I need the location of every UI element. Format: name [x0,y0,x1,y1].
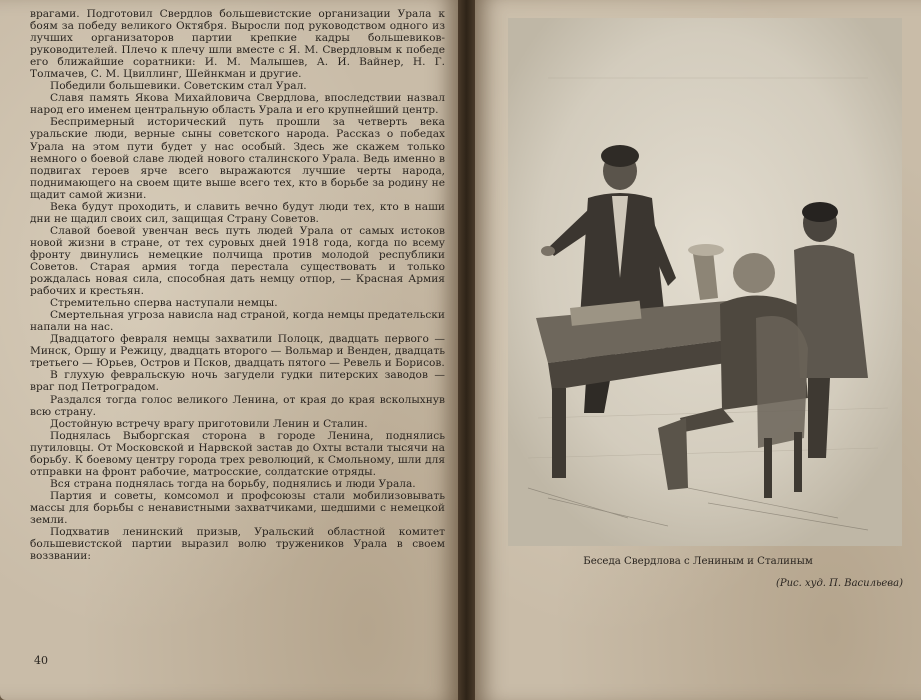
right-page [475,0,921,700]
paragraph: Поднялась Выборгская сторона в городе Ленина, поднялись путиловцы. От Московской и Нарвской застав до Охты встали тысячи на борьбу. К боевому центру города трех революций, к Смольному, шли для отправки на фронт рабочие, матросские, солдатские отряды. [30,429,445,478]
paragraph: Века будут проходить, и славить вечно будут люди тех, кто в наши дни не щадил своих сил, защищая Страну Советов. [30,200,445,225]
paragraph: Победили большевики. Советским стал Урал. [50,80,307,93]
paragraph: Смертельная угроза нависла над страной, когда немцы предательски напали на нас. [30,309,445,334]
paragraph: Славой боевой увенчан весь путь людей Урала от самых истоков новой жизни в стране, от тех суровых дней 1918 года, когда по всему фронту двинулись немецкие полчища против молодой республики Советов. Старая армия тогда перестала существовать и только рождалась новая сила, способная дать немцу отпор, — Красная Армия рабочих и крестьян. [30,224,445,298]
pencil-drawing [508,18,902,546]
paragraph: Стремительно сперва наступали немцы. [50,297,278,310]
paragraph: Достойную встречу врагу приготовили Ленин и Сталин. [50,417,368,430]
paragraph: В глухую февральскую ночь загудели гудки питерских заводов — враг под Петроградом. [30,369,445,394]
paragraph: Вся страна поднялась тогда на борьбу, поднялись и люди Урала. [50,477,416,490]
paragraph: врагами. Подготовил Свердлов большевистские организации Урала к боям за победу великого Октября. Выросли под руководством одного из лучших организаторов партии крепкие кадры большевиков-руководителей. Плечо к плечу шли вместе с Я. М. Свердловым к победе его ближайшие соратники: И. М. Малышев, А. И. Вайнер, Н. Г. Толмачев, С. М. Цвиллинг, Шейнкман и другие. [30,8,445,81]
paragraph: Партия и советы, комсомол и профсоюзы стали мобилизовывать массы для борьбы с ненавистными захватчиками, шедшими с немецкой земли. [30,489,445,526]
left-page [0,0,458,700]
book-gutter [458,0,475,700]
paragraph: Беспримерный исторический путь прошли за четверть века уральские люди, верные сыны советского народа. Рассказ о победах Урала на этом пути будет у нас особый. Здесь же скажем только немного о боевой славе людей нового сталинского Урала. Ведь именно в подвигах героев ярче всего выражаются лучшие черты народа, поднимающего на своем щите выше всего тех, кто в борьбе за родину не щадит самой жизни. [30,116,445,201]
illustration [508,18,902,546]
paragraph: Двадцатого февраля немцы захватили Полоцк, двадцать первого — Минск, Оршу и Режицу, двадцать второго — Вольмар и Венден, двадцать третьего — Юрьев, Остров и Псков, двадцать пятого — Ревель и Борисов. [30,333,445,370]
page-number: 40 [34,654,48,667]
paragraph: Раздался тогда голос великого Ленина, от края до края всколыхнув всю страну. [30,393,445,418]
paragraph: Славя память Якова Михайловича Свердлова, впоследствии назвал народ его именем центральную область Урала и его крупнейший центр. [30,92,445,117]
paragraph: Подхватив ленинский призыв, Уральский областной комитет большевистской партии выразил волю тружеников Урала в своем воззвании: [30,526,445,563]
illustration-credit: (Рис. худ. П. Васильева) [775,578,903,589]
body-text [30,8,445,562]
illustration-caption: Беседа Свердлова с Лениным и Сталиным [583,556,813,567]
